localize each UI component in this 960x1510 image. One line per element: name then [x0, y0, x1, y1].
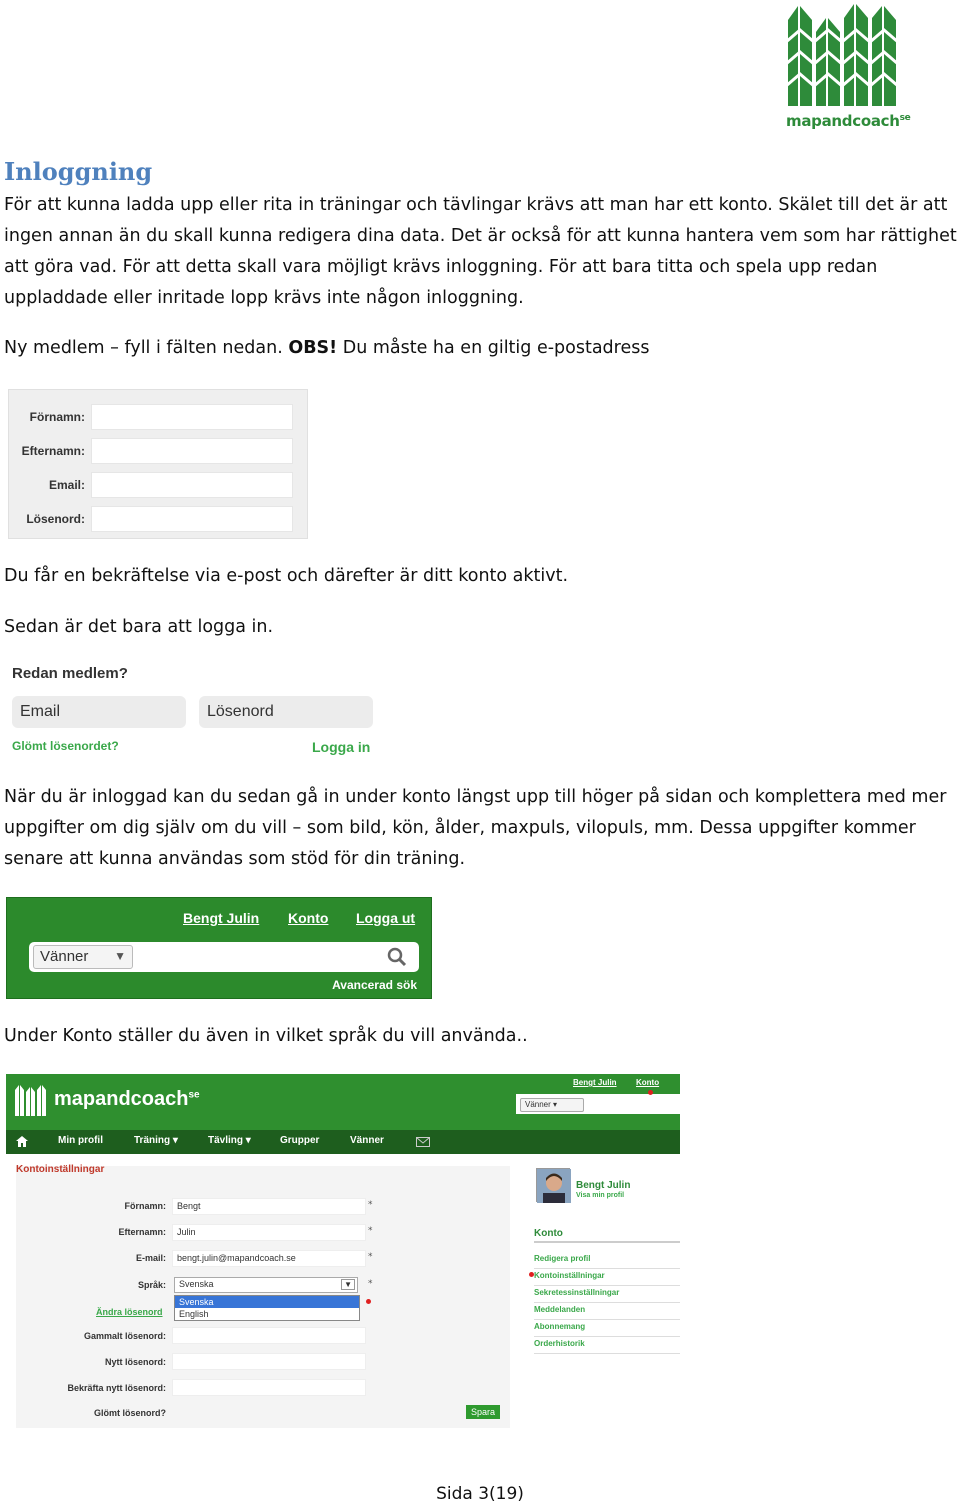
user-link[interactable]: Bengt Julin: [183, 910, 260, 926]
required-mark: *: [368, 1279, 373, 1289]
marker-dot: [366, 1299, 371, 1304]
firstname-label: Förnamn:: [29, 410, 85, 424]
login-title: Redan medlem?: [12, 665, 128, 682]
sidebar-item-order-history[interactable]: Orderhistorik: [534, 1337, 680, 1354]
required-mark: *: [368, 1252, 373, 1262]
language-option-svenska[interactable]: Svenska: [175, 1296, 359, 1308]
new-member-paragraph: [4, 333, 960, 364]
sidebar-item-account-settings[interactable]: Kontoinställningar: [534, 1269, 680, 1286]
account-link[interactable]: Konto: [288, 910, 329, 926]
top-scope-select[interactable]: Vänner ▾: [520, 1098, 584, 1112]
nav-grupper[interactable]: Grupper: [280, 1135, 320, 1146]
nav-vanner[interactable]: Vänner: [350, 1135, 384, 1146]
account-line: senare att kunna användas som stöd för din träning.: [4, 849, 466, 869]
sidebar-item-edit-profile[interactable]: Redigera profil: [534, 1252, 680, 1269]
site-nav: [6, 1130, 680, 1154]
sidebar-item-privacy-settings[interactable]: Sekretessinställningar: [534, 1286, 680, 1303]
login-password-input[interactable]: Lösenord: [199, 696, 373, 728]
avatar: [536, 1168, 570, 1202]
new-member-rest: Du måste ha en giltig e-postadress: [337, 338, 650, 358]
intro-paragraph: [4, 190, 960, 314]
forgot-password-label: Glömt lösenord?: [94, 1408, 166, 1418]
password-row: [9, 506, 309, 534]
change-password-link[interactable]: Ändra lösenord: [96, 1307, 163, 1317]
intro-line: uppladdade eller inritade lopp krävs inte någon inloggning.: [4, 288, 524, 308]
site-brand: mapandcoach$^{se}$: [54, 1088, 200, 1110]
password-label: Lösenord:: [26, 512, 85, 526]
nav-tavling[interactable]: Tävling ▾: [208, 1135, 251, 1146]
confirm-text: Du får en bekräftelse via e-post och därefter är ditt konto aktivt.: [4, 566, 569, 586]
intro-line: ingen annan än du skall kunna redigera dina data. Det är också för att kunna hantera vem som har rättighet: [4, 226, 957, 246]
new-password-label: Nytt lösenord:: [104, 1357, 166, 1367]
account-line: När du är inloggad kan du sedan gå in under konto längst upp till höger på sidan och komplettera med mer: [4, 787, 947, 807]
then-login-text: Sedan är det bara att logga in.: [4, 617, 274, 637]
page-number: Sida 3(19): [436, 1484, 524, 1504]
lastname-label: Efternamn:: [118, 1227, 166, 1237]
settings-title: Kontoinställningar: [16, 1164, 105, 1175]
notification-dot: [648, 1090, 653, 1095]
logo-wordmark: mapandcoach$^{se}$: [786, 112, 911, 130]
forgot-password-link[interactable]: Glömt lösenordet?: [12, 739, 119, 753]
password-input[interactable]: [91, 506, 293, 532]
lastname-field[interactable]: Julin: [172, 1224, 366, 1241]
search-icon[interactable]: [387, 947, 407, 967]
active-item-dot: [529, 1272, 534, 1277]
caret-down-icon: ▼: [114, 949, 126, 963]
lastname-label: Efternamn:: [21, 444, 85, 458]
search-scope-select[interactable]: [33, 945, 133, 969]
intro-line: att göra vad. För att detta skall vara möjligt krävs inloggning. För att bara titta och spela upp redan: [4, 257, 878, 277]
new-member-text: Ny medlem – fyll i fälten nedan.: [4, 338, 289, 358]
email-field[interactable]: bengt.julin@mapandcoach.se: [172, 1250, 366, 1267]
confirm-password-field[interactable]: [172, 1379, 366, 1396]
mail-icon[interactable]: [416, 1137, 430, 1147]
account-settings-screenshot: [6, 1074, 680, 1434]
lastname-row: [9, 438, 309, 466]
header-crop: [6, 897, 432, 999]
nav-min-profil[interactable]: Min profil: [58, 1135, 103, 1146]
firstname-row: [9, 404, 309, 432]
firstname-field[interactable]: Bengt: [172, 1198, 366, 1215]
avatar-image: [537, 1169, 571, 1203]
account-paragraph: [4, 782, 960, 875]
registration-form: [8, 389, 308, 539]
mapandcoach-logo-icon: [14, 1084, 48, 1118]
sidebar-section-title: Konto: [534, 1228, 563, 1239]
search-bar[interactable]: [29, 942, 419, 972]
login-link[interactable]: Logga in: [312, 739, 371, 755]
email-input[interactable]: [91, 472, 293, 498]
site-header: [6, 1074, 680, 1130]
logout-link[interactable]: Logga ut: [356, 910, 416, 926]
top-user-link[interactable]: Bengt Julin: [573, 1078, 617, 1087]
language-text: Under Konto ställer du även in vilket språk du vill använda..: [4, 1026, 528, 1046]
required-mark: *: [368, 1200, 373, 1210]
top-account-link[interactable]: Konto: [636, 1078, 660, 1087]
firstname-label: Förnamn:: [124, 1201, 166, 1211]
lastname-input[interactable]: [91, 438, 293, 464]
section-heading: Inloggning: [4, 157, 153, 186]
search-scope-value: Vänner: [40, 948, 89, 965]
caret-down-icon: ▼: [341, 1279, 355, 1290]
home-icon[interactable]: [16, 1136, 28, 1147]
email-label: Email:: [48, 478, 85, 492]
nav-traning[interactable]: Träning ▾: [134, 1135, 178, 1146]
intro-line: För att kunna ladda upp eller rita in träningar och tävlingar krävs att man har ett konto. Skälet till det är att: [4, 195, 948, 215]
language-dropdown: [174, 1295, 360, 1321]
language-option-english[interactable]: English: [179, 1309, 209, 1319]
advanced-search-link[interactable]: Avancerad sök: [332, 978, 417, 992]
language-label: Språk:: [137, 1280, 166, 1290]
view-profile-link[interactable]: Visa min profil: [576, 1192, 625, 1199]
sidebar-item-subscription[interactable]: Abonnemang: [534, 1320, 680, 1337]
sidebar-divider: [534, 1241, 680, 1243]
profile-name[interactable]: Bengt Julin: [576, 1180, 631, 1191]
old-password-field[interactable]: [172, 1327, 366, 1344]
save-button[interactable]: Spara: [466, 1405, 500, 1419]
language-select[interactable]: Svenska ▼: [174, 1277, 358, 1293]
email-label: E-mail:: [135, 1253, 166, 1263]
confirm-password-label: Bekräfta nytt lösenord:: [67, 1383, 166, 1393]
required-mark: *: [368, 1226, 373, 1236]
account-line: uppgifter om dig själv om du vill – som bild, kön, ålder, maxpuls, vilopuls, mm. Dessa uppgifter kommer: [4, 818, 916, 838]
email-row: [9, 472, 309, 500]
new-password-field[interactable]: [172, 1353, 366, 1370]
login-email-input[interactable]: Email: [12, 696, 186, 728]
sidebar-item-messages[interactable]: Meddelanden: [534, 1303, 680, 1320]
obs-label: OBS!: [288, 338, 338, 358]
old-password-label: Gammalt lösenord:: [83, 1331, 166, 1341]
firstname-input[interactable]: [91, 404, 293, 430]
